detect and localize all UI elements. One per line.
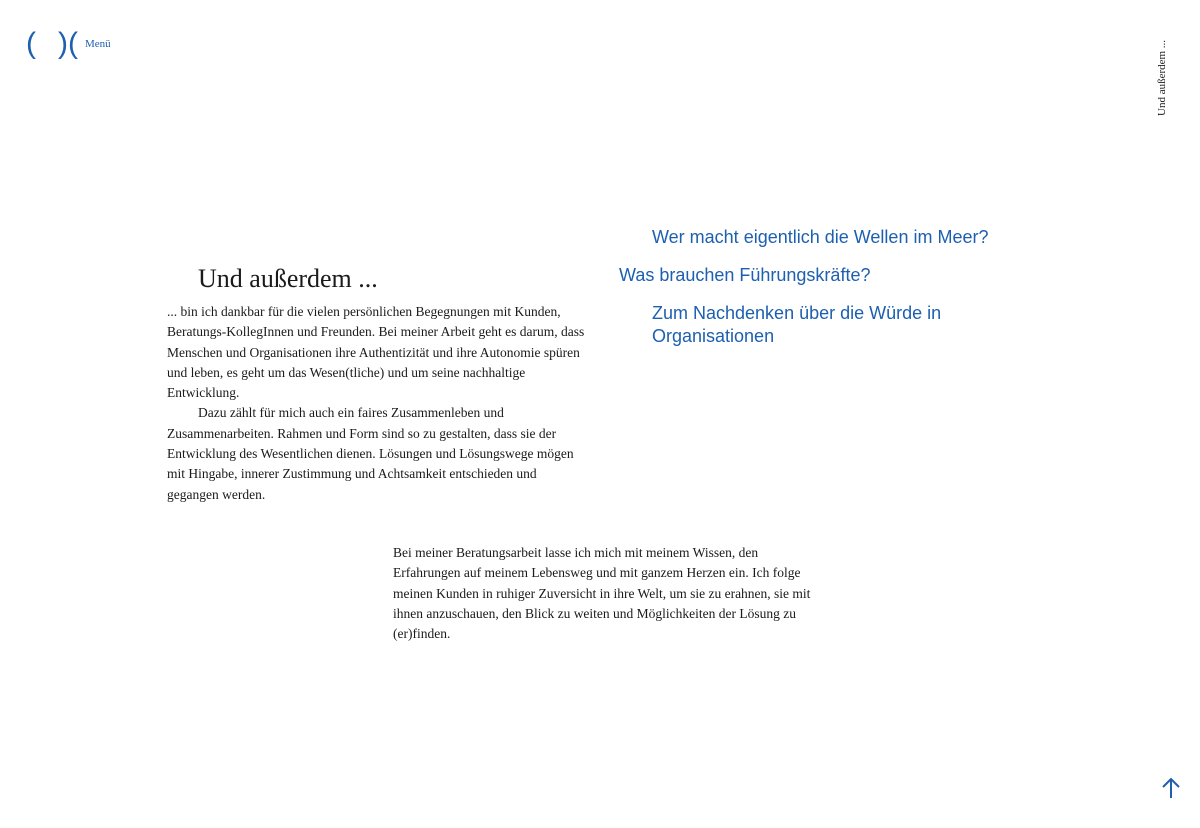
- section-side-label: Und außerdem ...: [1156, 39, 1168, 116]
- logo-paren-open: (: [26, 27, 36, 60]
- logo-paren-open-second: (: [68, 27, 78, 60]
- back-to-top-button[interactable]: [1160, 776, 1182, 800]
- page-title: Und außerdem ...: [198, 264, 378, 293]
- link-fuehrungskraefte[interactable]: Was brauchen Führungskräfte?: [619, 265, 871, 285]
- secondary-paragraph: Bei meiner Beratungsarbeit lasse ich mich mit meinem Wissen, den Erfahrungen auf meinem Lebensweg und mit ganzem Herzen ein. Ich folge meinen Kunden in ruhiger Zuversicht in ihre Welt, um sie zu erahnen, sie mit ihnen anzuschauen, den Blick zu weiten und Möglichkeiten der Lösung zu (er)finden.: [393, 545, 811, 642]
- menu-button[interactable]: Menü: [85, 38, 111, 50]
- intro-paragraph-2: Dazu zählt für mich auch ein faires Zusammenleben und Zusammenarbeiten. Rahmen und Form sind so zu gestalten, dass sie der Entwicklung des Wesentlichen dienen. Lösungen und Lösungswege mögen mit Hingabe, innerer Zustimmung und Achtsamkeit entschieden und gegangen werden.: [167, 405, 574, 502]
- intro-text: [167, 302, 587, 505]
- arrow-up-icon: [1160, 776, 1182, 800]
- logo-paren-close: ): [58, 27, 68, 60]
- link-wellen-im-meer[interactable]: Wer macht eigentlich die Wellen im Meer?: [652, 227, 989, 247]
- intro-paragraph-1: ... bin ich dankbar für die vielen persönlichen Begegnungen mit Kunden, Beratungs-KollegInnen und Freunden. Bei meiner Arbeit geht es darum, dass Menschen und Organisationen ihre Authentizität und ihre Autonomie spüren und leben, es geht um das Wesen(tliche) und um seine nachhaltige Entwicklung.: [167, 304, 585, 401]
- link-wuerde-in-organisationen[interactable]: Zum Nachdenken über die Würde in Organisationen: [652, 303, 942, 346]
